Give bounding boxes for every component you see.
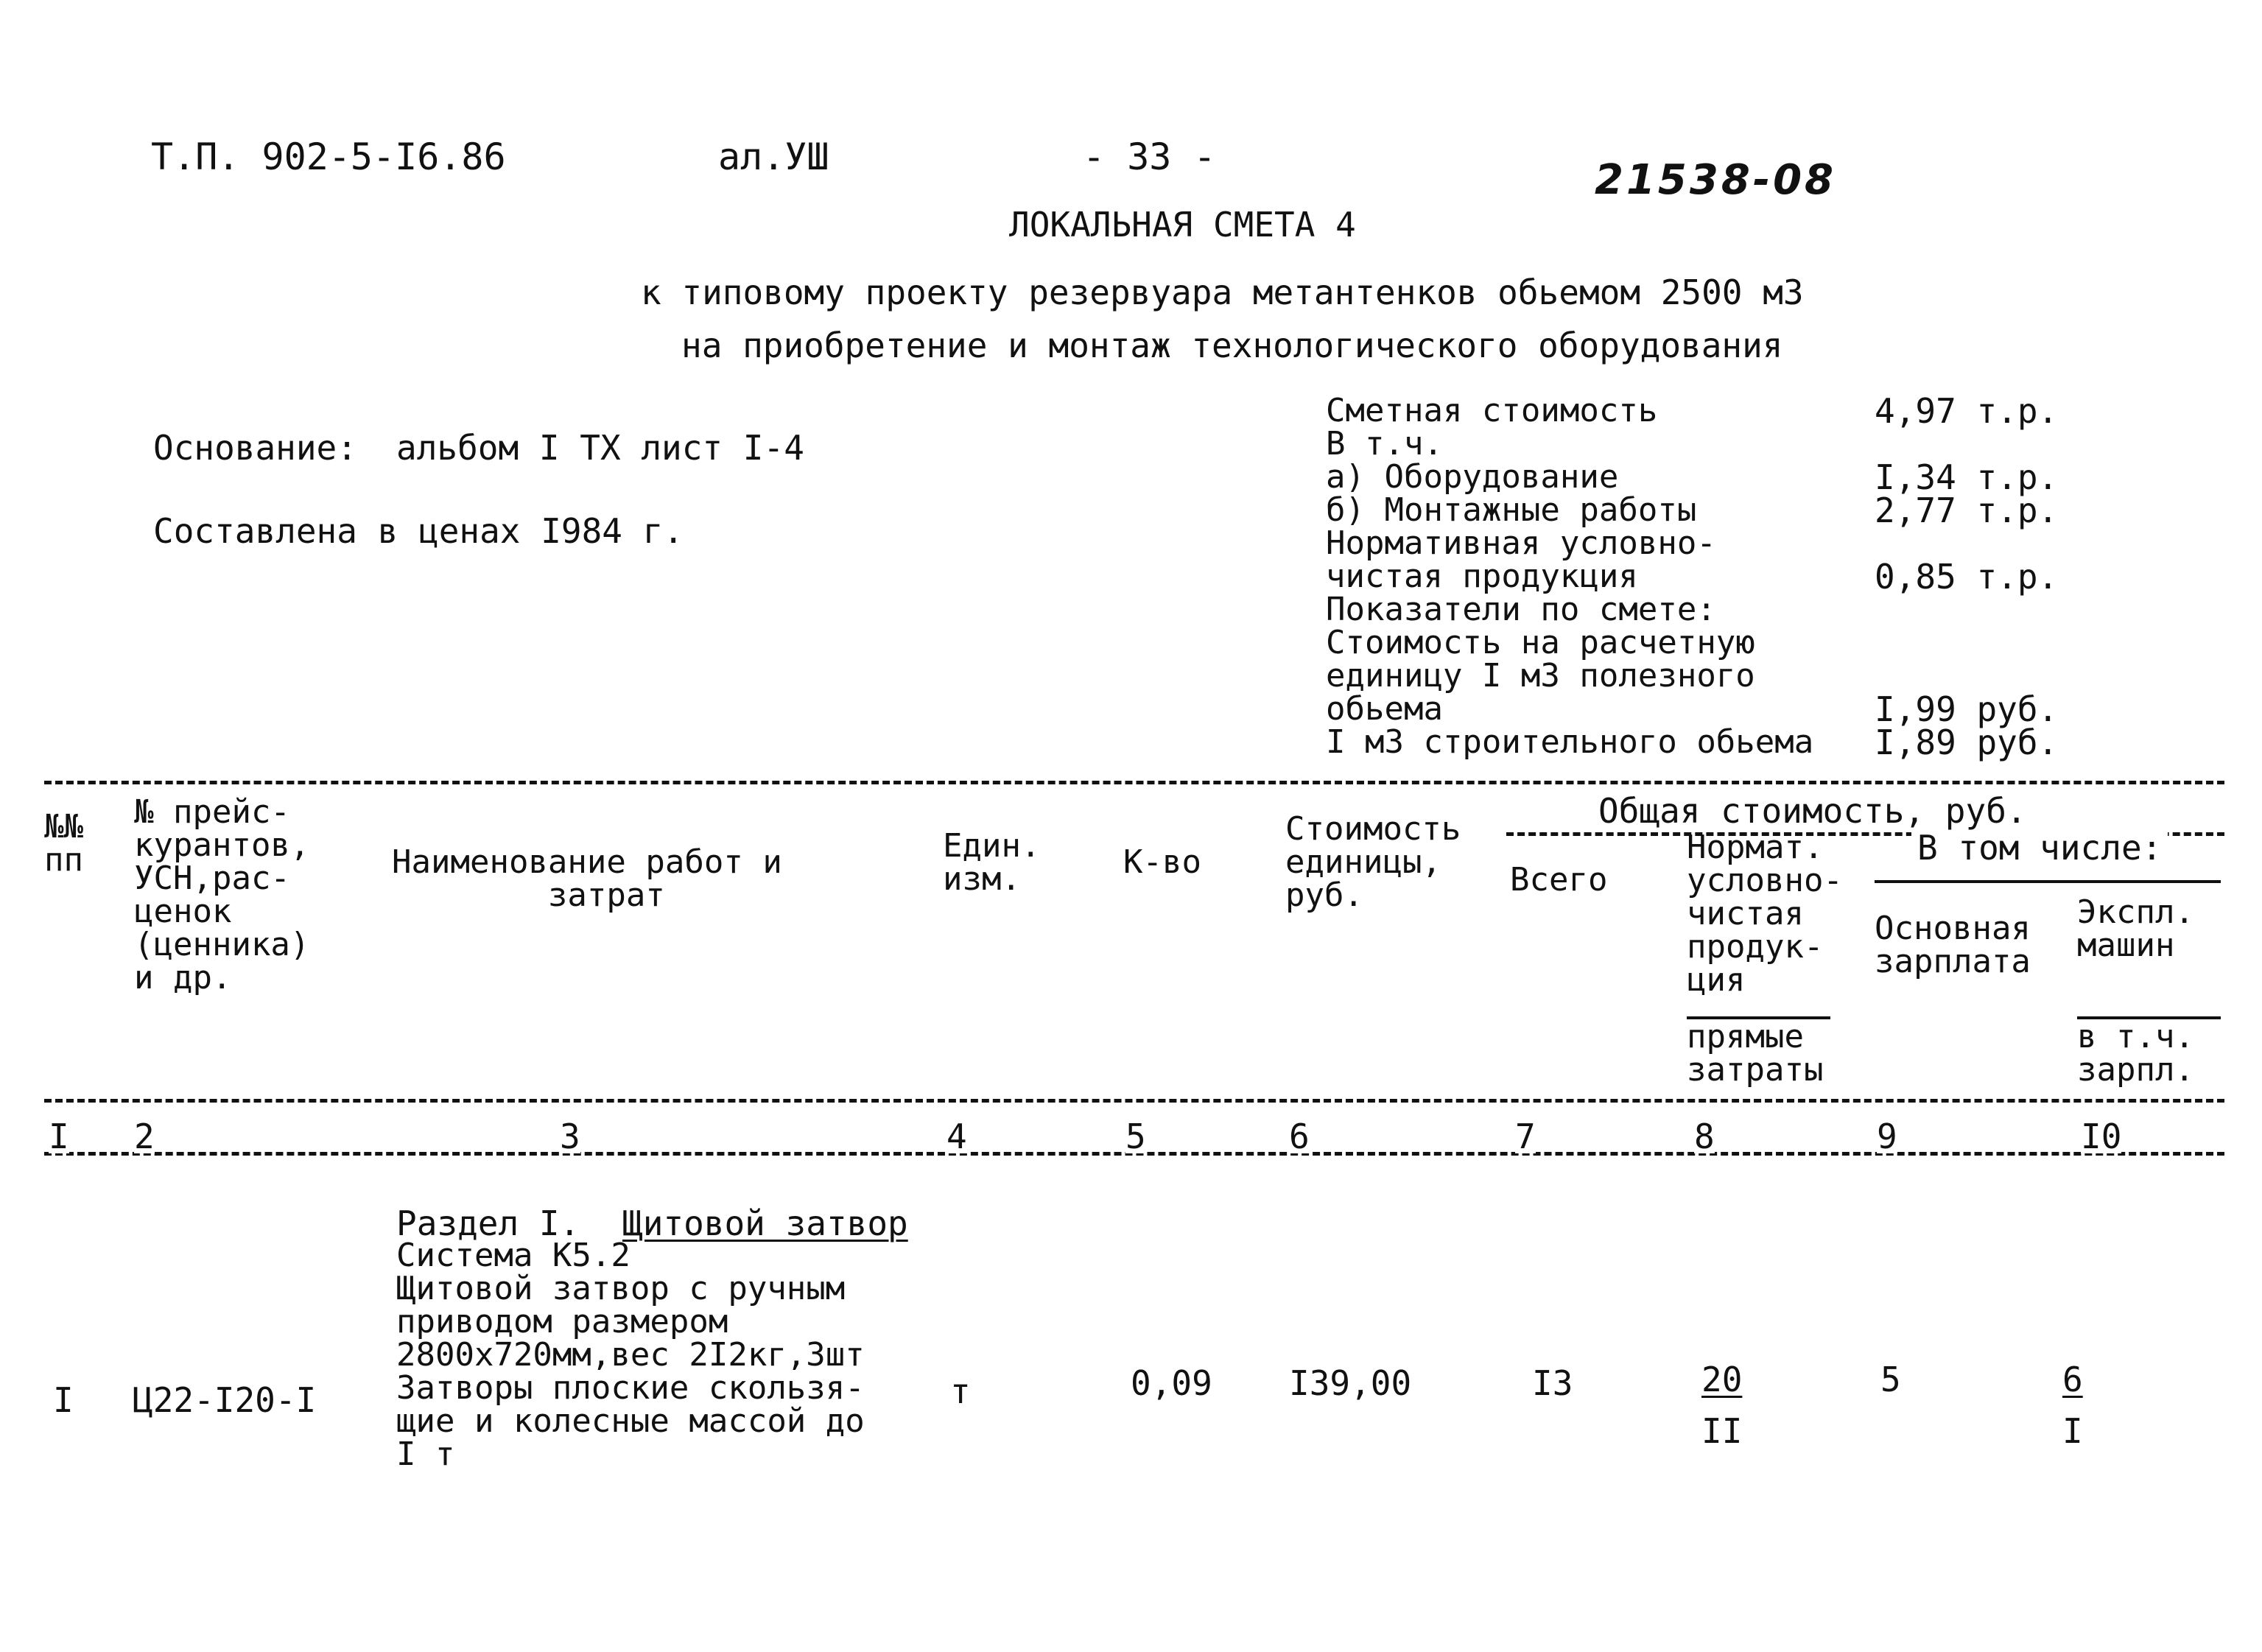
document-title: ЛОКАЛЬНАЯ СМЕТА 4 — [1009, 205, 1356, 245]
row-code: Ц22-I20-I — [133, 1380, 317, 1420]
subtitle-line-2: на приобретение и монтаж технологического оборудования — [681, 326, 1783, 365]
column-number-7: 7 — [1515, 1117, 1536, 1156]
column-number-1: I — [49, 1117, 69, 1156]
stamp-number: 21538-08 — [1595, 156, 1836, 204]
column-number-2: 2 — [134, 1117, 155, 1156]
basis-value: альбом I ТХ лист I-4 — [396, 428, 804, 468]
row-num: I — [53, 1380, 74, 1420]
subtitle-line-1: к типовому проекту резервуара метантенков обьемом 2500 м3 — [641, 273, 1804, 312]
row-machines: 6 — [2062, 1360, 2083, 1399]
album-label: ал.УШ — [718, 136, 829, 178]
row-description: Система К5.2 Щитовой затвор с ручным приводом размером 2800х720мм,вес 2I2кг,3шт Затворы плоские скользя- щие и колесные массой до I т — [396, 1237, 865, 1473]
column-number-8: 8 — [1694, 1117, 1715, 1156]
price-year: Составлена в ценах I984 г. — [153, 511, 684, 551]
summary-net-product: 0,85 т.р. — [1875, 557, 2059, 597]
column-number-10: I0 — [2081, 1117, 2122, 1156]
col-header-machines-salary: в т.ч. зарпл. — [2077, 1018, 2194, 1089]
summary-labels: Сметная стоимость В т.ч. а) Оборудование б) Монтажные работы Нормативная условно- чистая продукция Показатели по смете: Стоимость на расчетную единицу I м3 полезного обьема I м3 строительного обьема — [1326, 392, 1814, 761]
col-header-direct-costs: прямые затраты — [1687, 1018, 1824, 1089]
row-qty: 0,09 — [1131, 1363, 1212, 1403]
basis-label: Основание: — [153, 428, 357, 468]
row-unit-cost: I39,00 — [1289, 1363, 1412, 1403]
row-base-salary: 5 — [1880, 1360, 1901, 1399]
project-code: Т.П. 902-5-I6.86 — [151, 136, 506, 178]
row-total: I3 — [1532, 1363, 1573, 1403]
col-header-total: Всего — [1510, 861, 1608, 899]
column-number-5: 5 — [1125, 1117, 1146, 1156]
column-number-3: 3 — [560, 1117, 580, 1156]
summary-per-building-m3: I,89 руб. — [1875, 723, 2059, 762]
col-header-base-salary: Основная зарплата — [1875, 910, 2031, 980]
col-header-machines: Экспл. машин — [2077, 893, 2194, 964]
row-direct-costs: II — [1701, 1411, 1743, 1451]
column-number-4: 4 — [946, 1117, 967, 1156]
col-header-price-ref: № прейс- курантов, УСН,рас- ценок (ценника) и др. — [134, 793, 310, 997]
summary-per-useful-m3: I,99 руб. — [1875, 689, 2059, 729]
in-total-rule — [1875, 880, 2221, 883]
page-number: - 33 - — [1083, 136, 1216, 178]
row-unit: т — [950, 1371, 971, 1411]
column-number-6: 6 — [1289, 1117, 1310, 1156]
group-header-in-total: В том числе: — [1911, 831, 2168, 865]
section-label: Раздел I. — [396, 1203, 580, 1243]
col-header-unit-cost: Стоимость единицы, руб. — [1285, 810, 1461, 914]
column-number-9: 9 — [1877, 1117, 1897, 1156]
summary-equipment: I,34 т.р. — [1875, 457, 2059, 497]
group-header-total-cost: Общая стоимость, руб. — [1591, 794, 2034, 828]
col-header-qty: К-во — [1123, 843, 1201, 881]
col-header-unit: Един. изм. — [943, 827, 1041, 898]
section-name: Щитовой затвор — [622, 1203, 908, 1243]
header-bottom-rule — [44, 1099, 2224, 1103]
table-top-rule — [44, 781, 2224, 784]
col-header-net-product: Нормат. условно- чистая продук- ция — [1687, 829, 1843, 999]
row-net-product: 20 — [1701, 1360, 1743, 1399]
summary-total: 4,97 т.р. — [1875, 391, 2059, 431]
col-header-name: Наименование работ и затрат — [392, 843, 782, 914]
col-header-num: №№ пп — [44, 808, 83, 879]
summary-installation: 2,77 т.р. — [1875, 491, 2059, 530]
row-machines-salary: I — [2062, 1411, 2083, 1451]
